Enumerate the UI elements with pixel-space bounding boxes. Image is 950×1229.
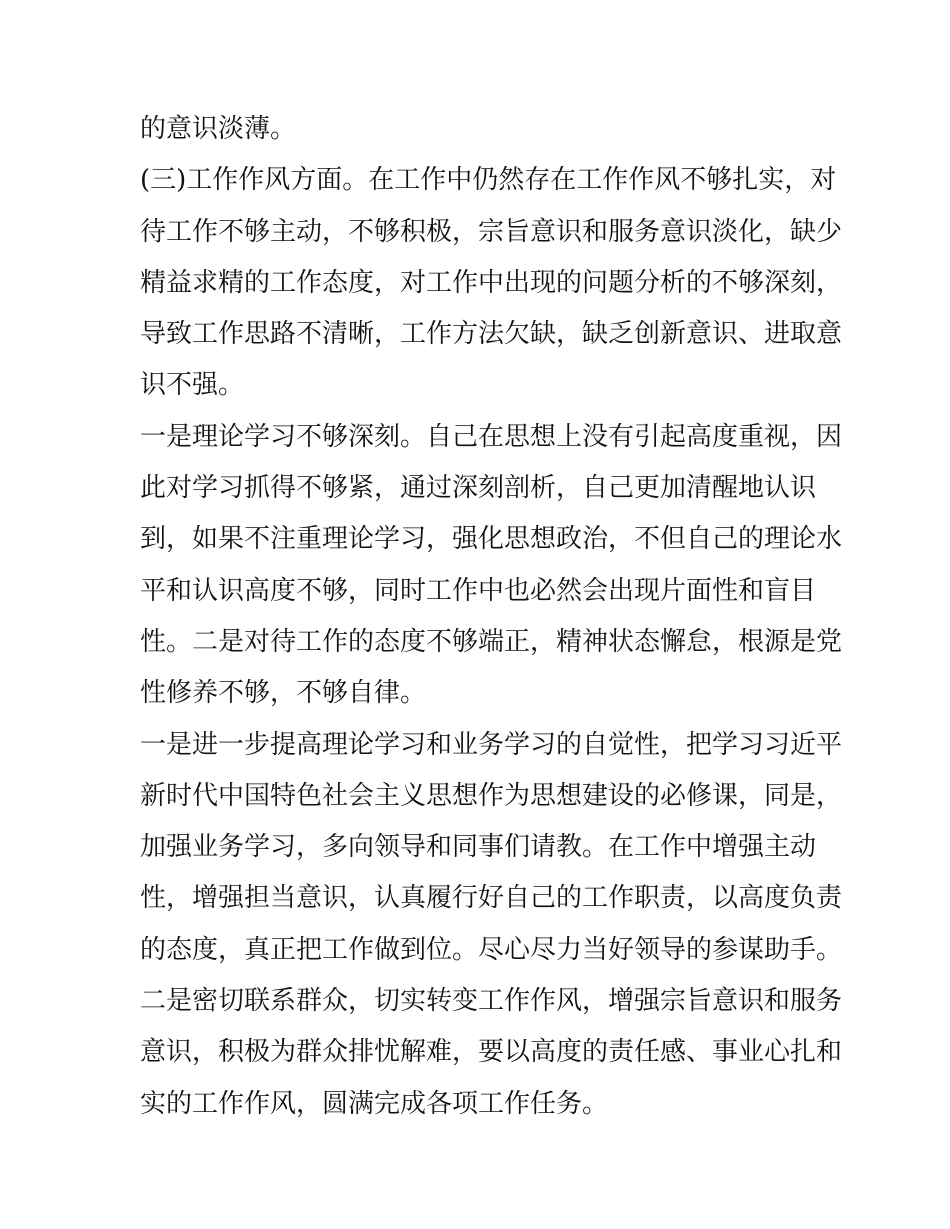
text-line: 平和认识高度不够，同时工作中也必然会出现片面性和盲目	[140, 575, 817, 606]
text-line: 一是理论学习不够深刻。自己在思想上没有引起高度重视，因	[140, 421, 843, 452]
text-line: 到，如果不注重理论学习，强化思想政治，不但自己的理论水	[140, 524, 843, 555]
text-line: 新时代中国特色社会主义思想作为思想建设的必修课，同是，	[140, 780, 843, 811]
text-line: 的意识淡薄。	[140, 114, 297, 144]
paragraph-root-causes	[140, 412, 843, 720]
text-line: 性修养不够，不够自律。	[140, 678, 427, 709]
document-body	[140, 104, 843, 1130]
text-line: 性。二是对待工作的态度不够端正，精神状态懈怠，根源是党	[140, 626, 843, 657]
text-line: (三)工作作风方面。在工作中仍然存在工作作风不够扎实，对	[140, 165, 837, 196]
paragraph-measures-one	[140, 720, 843, 976]
text-line: 一是进一步提高理论学习和业务学习的自觉性，把学习习近平	[140, 729, 843, 760]
text-line: 待工作不够主动，不够积极，宗旨意识和服务意识淡化，缺少	[140, 216, 843, 247]
paragraph-work-style	[140, 155, 843, 411]
text-line: 识不强。	[140, 370, 245, 401]
text-line: 此对学习抓得不够紧，通过深刻剖析，自己更加清醒地认识	[140, 473, 817, 504]
text-line: 性，增强担当意识，认真履行好自己的工作职责，以高度负责	[140, 883, 843, 914]
text-line: 加强业务学习，多向领导和同事们请教。在工作中增强主动	[140, 832, 817, 863]
paragraph-measures-two	[140, 976, 843, 1130]
paragraph-continuation	[140, 104, 816, 155]
text-line: 二是密切联系群众，切实转变工作作风，增强宗旨意识和服务	[140, 986, 843, 1017]
text-line: 的态度，真正把工作做到位。尽心尽力当好领导的参谋助手。	[140, 934, 843, 965]
text-line: 意识，积极为群众排忧解难，要以高度的责任感、事业心扎和	[140, 1037, 843, 1068]
text-line: 实的工作作风，圆满完成各项工作任务。	[140, 1088, 609, 1119]
text-line: 导致工作思路不清晰，工作方法欠缺，缺乏创新意识、进取意	[140, 319, 843, 350]
text-line: 精益求精的工作态度，对工作中出现的问题分析的不够深刻，	[140, 267, 843, 298]
